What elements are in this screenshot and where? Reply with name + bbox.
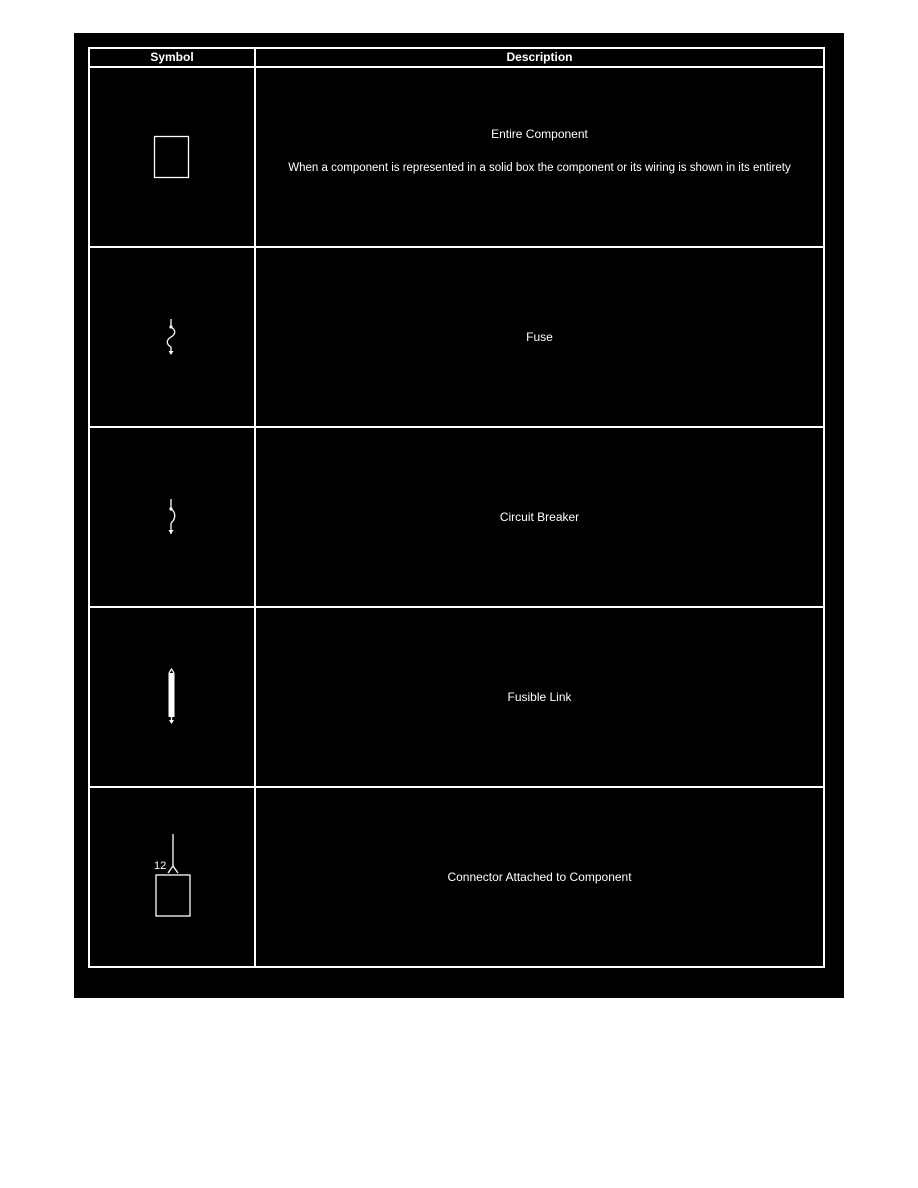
- description-cell: [255, 67, 824, 247]
- table-row: [89, 607, 824, 787]
- connector-attached-to-component-icon: [142, 832, 202, 922]
- symbol-cell: [89, 787, 255, 967]
- table-row: [89, 427, 824, 607]
- circuit-breaker-icon: [162, 497, 182, 537]
- entire-component-box-icon: [152, 133, 192, 181]
- fuse-icon: [162, 317, 182, 357]
- table-row: [89, 247, 824, 427]
- fusible-link-icon: [162, 667, 182, 727]
- description-cell: [255, 787, 824, 967]
- description-cell: [255, 427, 824, 607]
- symbol-column-header: Symbol: [89, 48, 255, 67]
- description-column-header: Description: [255, 48, 824, 67]
- symbol-cell: [89, 427, 255, 607]
- description-text: Circuit Breaker: [499, 510, 580, 524]
- symbol-table: [88, 47, 825, 968]
- table-header-row: [89, 48, 824, 67]
- connector-pin-number: 12: [154, 860, 167, 872]
- table-row: [89, 787, 824, 967]
- symbol-cell: [89, 67, 255, 247]
- description-note: When a component is represented in a solid box the component or its wiring is shown in its entirety: [288, 162, 791, 174]
- table-row: [89, 67, 824, 247]
- description-cell: [255, 607, 824, 787]
- description-cell: [255, 247, 824, 427]
- symbol-legend-panel: [74, 33, 844, 998]
- description-text: Connector Attached to Component: [447, 870, 632, 884]
- symbol-cell: [89, 607, 255, 787]
- description-text: Entire Component: [491, 127, 588, 141]
- description-text: Fusible Link: [507, 690, 572, 704]
- description-text: Fuse: [526, 330, 553, 344]
- symbol-cell: [89, 247, 255, 427]
